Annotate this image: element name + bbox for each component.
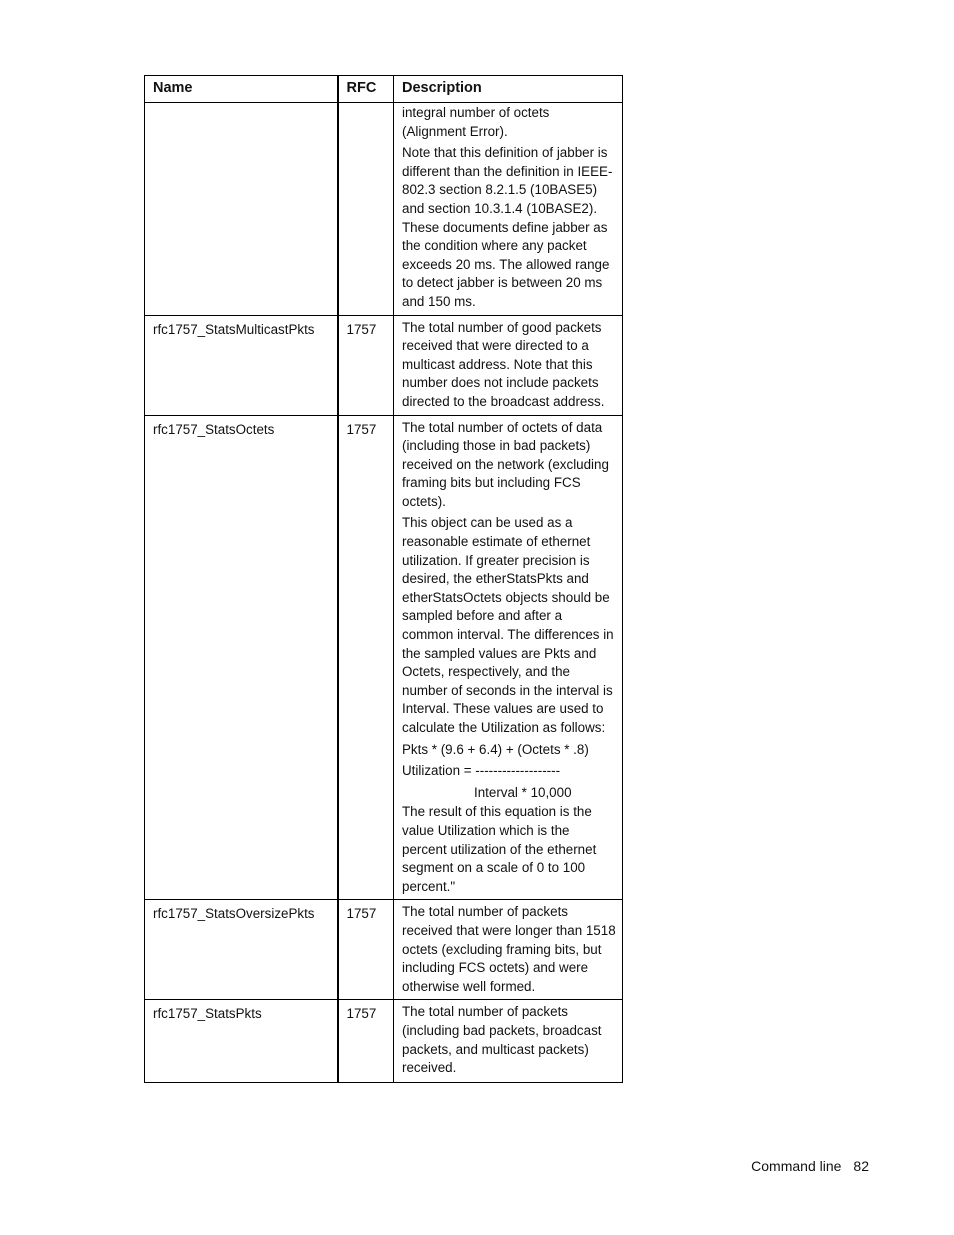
object-name-cell bbox=[145, 103, 338, 316]
description-paragraph: This object can be used as a reasonable estimate of ethernet utilization. If greater precision is desired, the etherStatsPkts and etherStatsOctets objects should be sampled before and after a common interval. The differences in the sampled values are Pkts and Octets, respectively, and the number of seconds in the interval is Interval. These values are used to calculate the Utilization as follows: bbox=[402, 515, 614, 735]
description-paragraph: The total number of packets (including bad packets, broadcast packets, and multicast packets) received. bbox=[402, 1004, 602, 1076]
rfc-number-cell: 1757 bbox=[338, 415, 394, 900]
formula-label: Utilization = ------------------- bbox=[402, 763, 561, 779]
description-paragraph: Note that this definition of jabber is different than the definition in IEEE-802.3 section 8.2.1.5 (10BASE5) and section 10.3.1.4 (10BASE2). These documents define jabber as the condition where any packet exceeds 20 ms. The allowed range to detect jabber is between 20 ms and 150 ms. bbox=[402, 145, 613, 309]
description-paragraph: The total number of good packets received that were directed to a multicast address. Note that this number does not include packets directed to the broadcast address. bbox=[402, 319, 605, 409]
table-header-row bbox=[145, 76, 623, 103]
table-row bbox=[145, 315, 623, 415]
table-row bbox=[145, 415, 623, 900]
description-cell bbox=[394, 103, 623, 316]
description-cell bbox=[394, 900, 623, 1000]
description-cell bbox=[394, 415, 623, 900]
column-header-description: Description bbox=[394, 76, 623, 103]
description-paragraph: The total number of octets of data (including those in bad packets) received on the network (excluding framing bits but including FCS octets). bbox=[402, 419, 609, 509]
description-paragraph: The result of this equation is the value Utilization which is the percent utilization of the ethernet segment on a scale of 0 to 100 percent." bbox=[402, 804, 597, 894]
formula-numerator: Pkts * (9.6 + 6.4) + (Octets * .8) bbox=[402, 741, 589, 757]
footer-section-title: Command line bbox=[751, 1158, 842, 1174]
object-name-cell: rfc1757_StatsMulticastPkts bbox=[145, 315, 338, 415]
formula-denominator: Interval * 10,000 bbox=[474, 784, 572, 800]
rfc-number-cell: 1757 bbox=[338, 315, 394, 415]
mib-objects-table bbox=[144, 75, 623, 1083]
object-name-cell: rfc1757_StatsOctets bbox=[145, 415, 338, 900]
description-paragraph: The total number of packets received that were longer than 1518 octets (excluding framing bits, but including FCS octets) and were otherwise well formed. bbox=[402, 904, 616, 994]
page-footer bbox=[751, 1158, 869, 1174]
description-paragraph: integral number of octets (Alignment Error). bbox=[402, 105, 550, 139]
description-cell bbox=[394, 315, 623, 415]
table-row bbox=[145, 900, 623, 1000]
column-header-name: Name bbox=[145, 76, 338, 103]
object-name-cell: rfc1757_StatsPkts bbox=[145, 1000, 338, 1083]
table-row bbox=[145, 103, 623, 316]
rfc-number-cell: 1757 bbox=[338, 1000, 394, 1083]
description-cell bbox=[394, 1000, 623, 1083]
rfc-number-cell bbox=[338, 103, 394, 316]
column-header-rfc: RFC bbox=[338, 76, 394, 103]
page-number: 82 bbox=[853, 1158, 869, 1174]
object-name-cell: rfc1757_StatsOversizePkts bbox=[145, 900, 338, 1000]
rfc-number-cell: 1757 bbox=[338, 900, 394, 1000]
table-row bbox=[145, 1000, 623, 1083]
